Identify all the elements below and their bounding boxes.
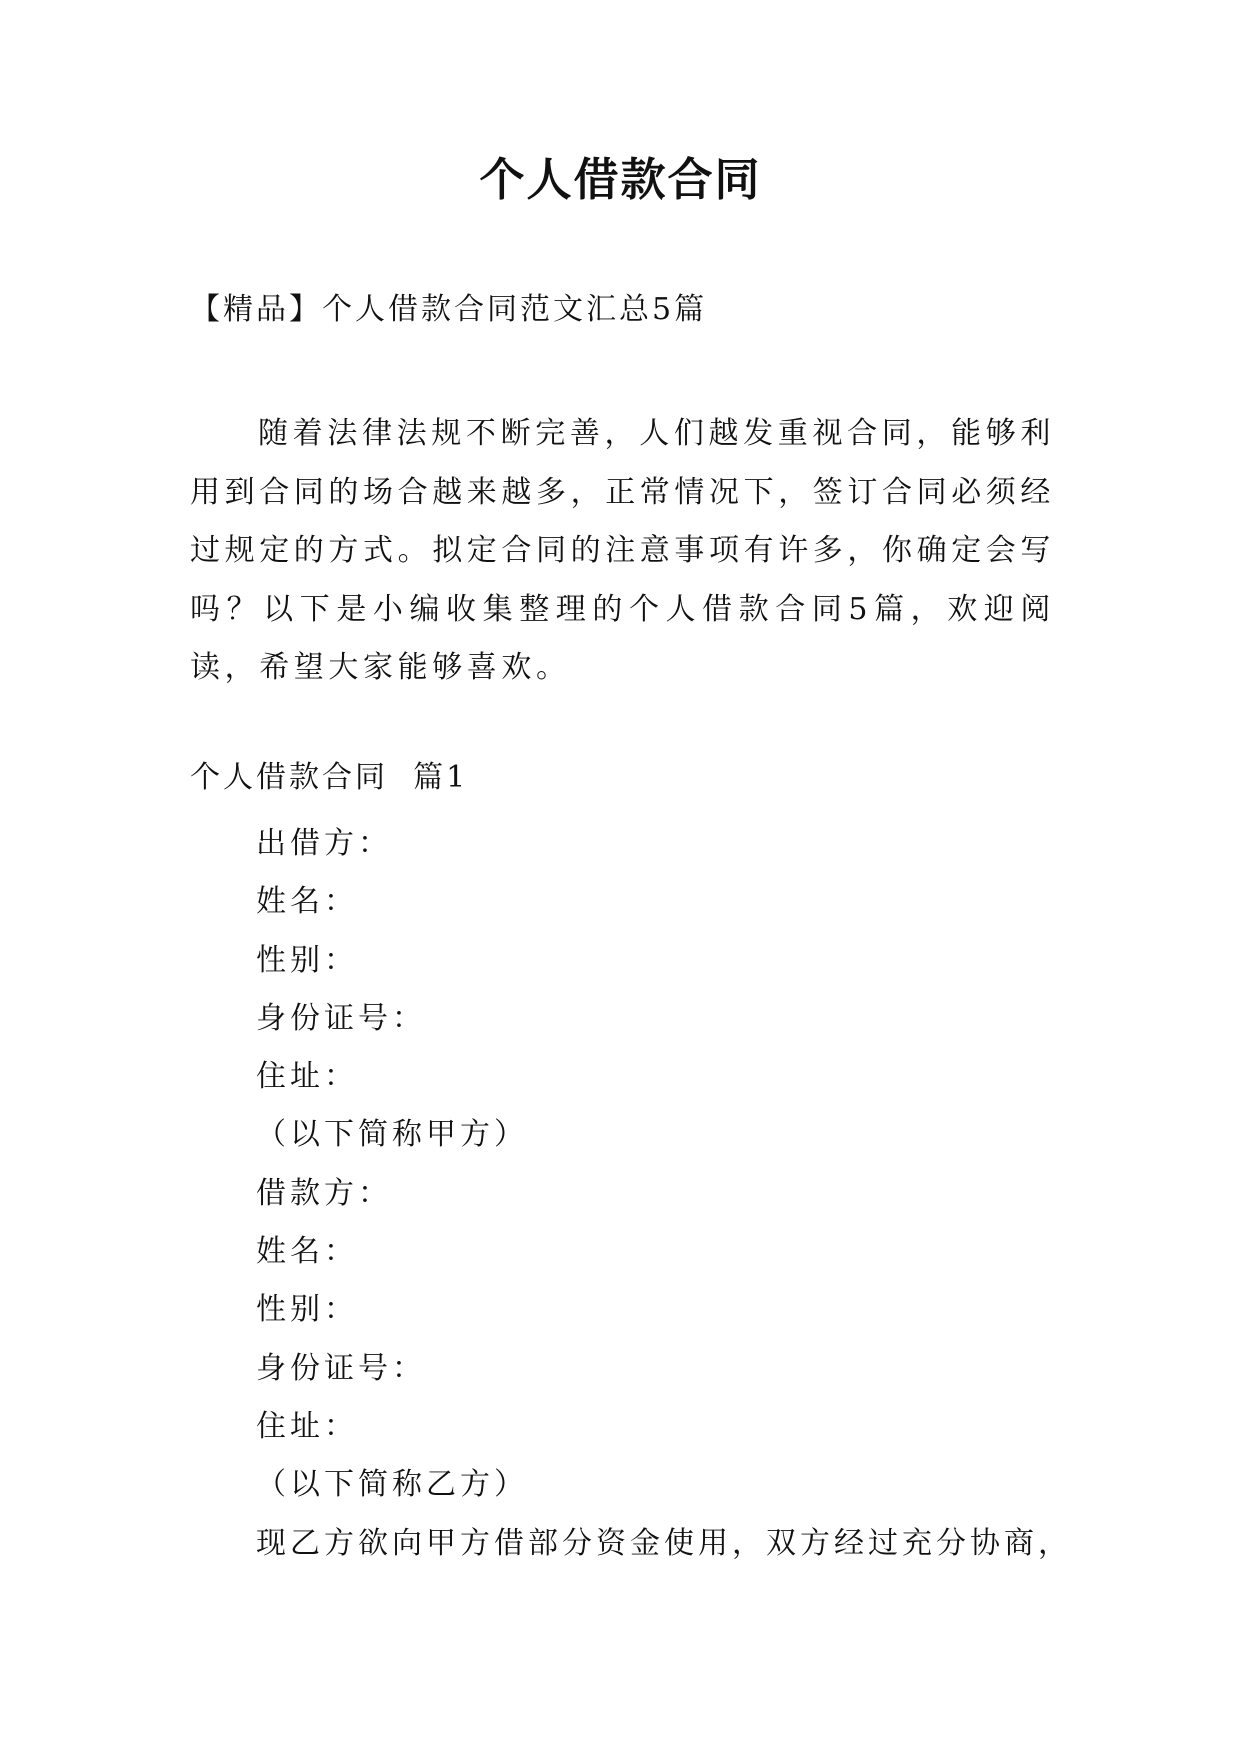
- lender-label: 出借方：: [256, 826, 392, 861]
- borrower-label: 借款方：: [256, 1175, 392, 1211]
- document-title: 个人借款合同: [479, 153, 762, 206]
- intro-paragraph: 随着法律法规不断完善，人们越发重视合同，能够利用到合同的场合越来越多，正常情况下，签订合同必须经过规定的方式。拟定合同的注意事项有许多，你确定会写吗？以下是小编收集整理的个人借款合同5篇，欢迎阅读，希望大家能够喜欢。: [190, 416, 1055, 685]
- borrower-gender-label: 性别：: [256, 1292, 358, 1328]
- section-heading: 个人借款合同 篇1: [190, 760, 469, 795]
- borrower-name-label: 姓名：: [256, 1234, 358, 1270]
- contract-fields: [256, 815, 1156, 1573]
- lender-address-label: 住址：: [256, 1059, 358, 1095]
- lender-gender-label: 性别：: [256, 942, 358, 978]
- party-a-note: （以下简称甲方）: [256, 1117, 528, 1153]
- lender-id-label: 身份证号：: [256, 1000, 426, 1036]
- document-subtitle: 【精品】个人借款合同范文汇总5篇: [190, 292, 708, 327]
- agreement-text-line: 现乙方欲向甲方借部分资金使用，双方经过充分协商，: [256, 1525, 1072, 1561]
- intro-paragraph-block: [190, 405, 1055, 698]
- party-b-note: （以下简称乙方）: [256, 1467, 528, 1503]
- borrower-id-label: 身份证号：: [256, 1350, 426, 1386]
- borrower-address-label: 住址：: [256, 1408, 358, 1444]
- lender-name-label: 姓名：: [256, 884, 358, 920]
